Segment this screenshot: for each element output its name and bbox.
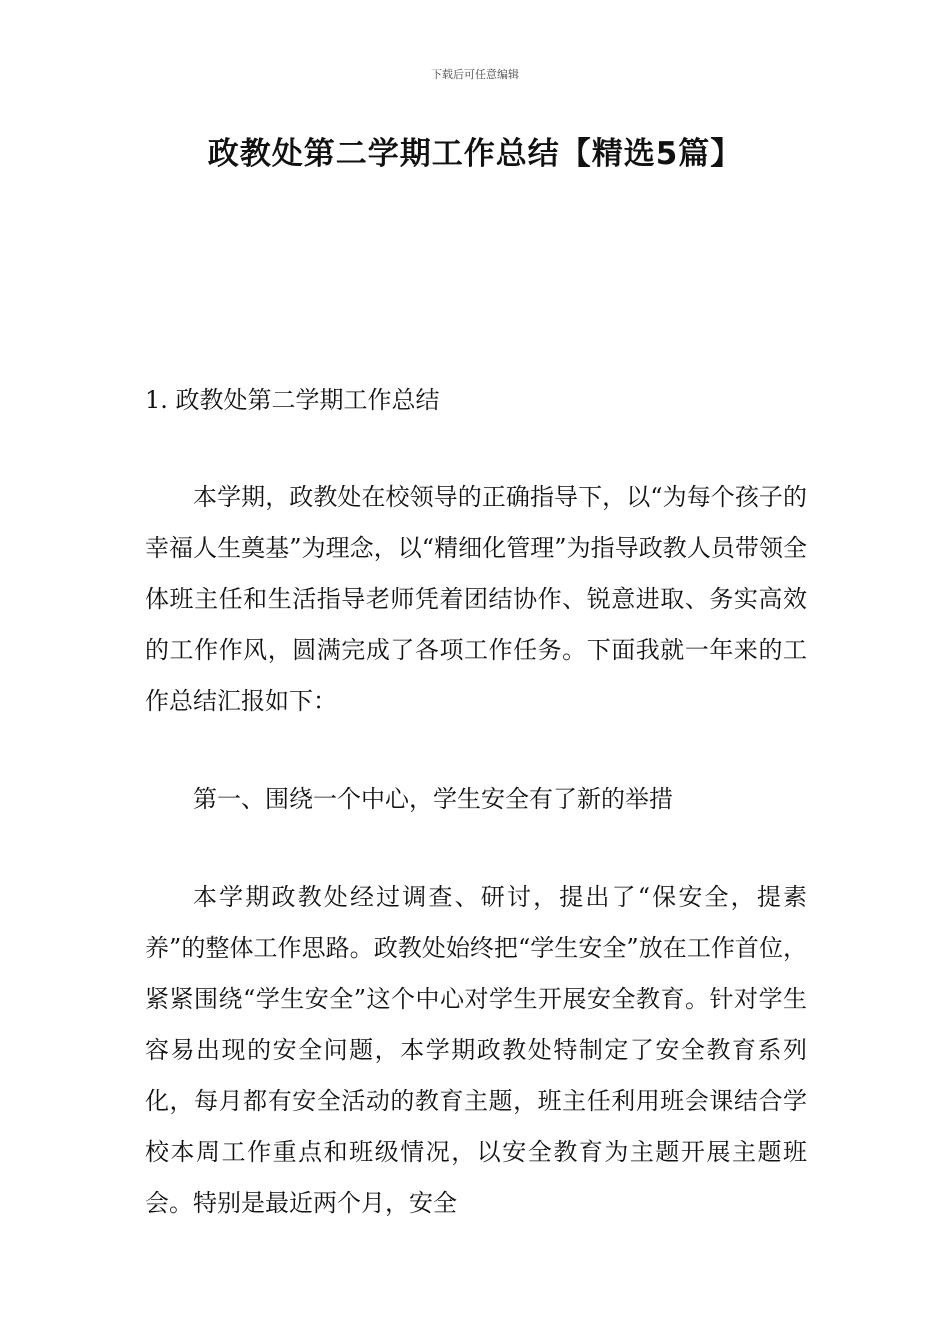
paragraph-intro: 本学期，政教处在校领导的正确指导下，以“为每个孩子的幸福人生奠基”为理念，以“精细化管理”为指导政教人员带领全体班主任和生活指导老师凭着团结协作、锐意进取、务实高效的工作作风，圆满完成了各项工作任务。下面我就一年来的工作总结汇报如下： [145,483,807,715]
section-heading: 1. 政教处第二学期工作总结 [145,386,440,414]
document-title: 政教处第二学期工作总结【精选5篇】 [207,136,743,172]
subsection-heading: 第一、围绕一个中心，学生安全有了新的举措 [193,785,673,813]
paragraph-safety: 本学期政教处经过调查、研讨，提出了“保安全，提素养”的整体工作思路。政教处始终把“学生安全”放在工作首位，紧紧围绕“学生安全”这个中心对学生开展安全教育。针对学生容易出现的安全问题，本学期政教处特制定了安全教育系列化，每月都有安全活动的教育主题，班主任利用班会课结合学校本周工作重点和班级情况，以安全教育为主题开展主题班会。特别是最近两个月，安全 [145,883,807,1217]
page-header-note: 下载后可任意编辑 [431,68,519,81]
